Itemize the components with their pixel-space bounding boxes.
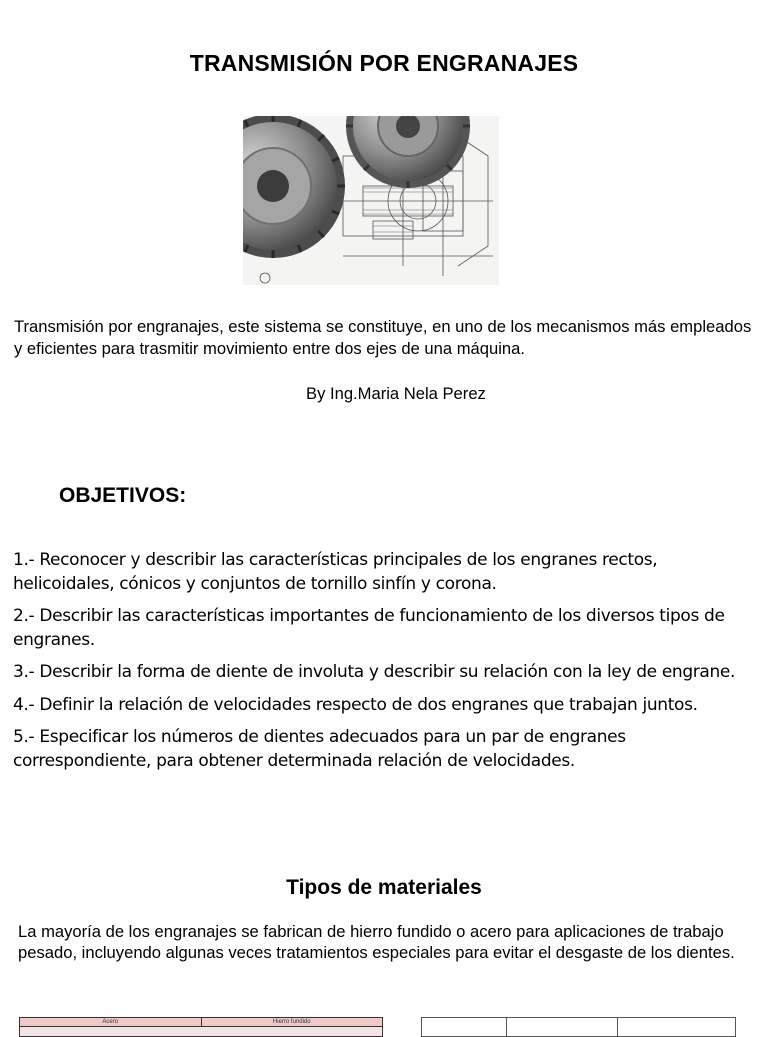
materials-paragraph: La mayoría de los engranajes se fabrican de hierro fundido o acero para aplicaciones de trabajo pesado, incluyendo algunas veces tratamientos especiales para evitar el desgaste de los dientes. bbox=[18, 922, 735, 962]
properties-table bbox=[421, 1017, 736, 1037]
author-line: By Ing.Maria Nela Perez bbox=[306, 384, 486, 403]
objective-item: 4.- Definir la relación de velocidades respecto de dos engranes que trabajan juntos. bbox=[13, 694, 698, 715]
objective-item: 5.- Especificar los números de dientes adecuados para un par de engranes correspondiente, para obtener determinada relación de velocidades. bbox=[13, 727, 626, 771]
objective-item: 2.- Describir las características importantes de funcionamiento de los diversos tipos de engranes. bbox=[13, 606, 725, 650]
materials-heading: Tipos de materiales bbox=[286, 876, 482, 899]
objectives-list bbox=[13, 549, 753, 782]
intro-paragraph: Transmisión por engranajes, este sistema se constituye, en uno de los mecanismos más empleados y eficientes para trasmitir movimiento entre dos ejes de una máquina. bbox=[14, 317, 752, 358]
table-header-row bbox=[20, 1018, 382, 1027]
objective-item: 1.- Reconocer y describir las características principales de los engranes rectos, helicoidales, cónicos y conjuntos de tornillo sinfín y corona. bbox=[13, 550, 658, 594]
table-header-cell: Hierro fundido bbox=[272, 1019, 311, 1025]
objectives-heading: OBJETIVOS: bbox=[59, 484, 187, 507]
table-cell bbox=[507, 1018, 618, 1036]
table-header-cell: Acero bbox=[20, 1018, 202, 1026]
gears-image bbox=[243, 116, 499, 285]
materials-table bbox=[19, 1017, 383, 1037]
table-cell bbox=[618, 1018, 735, 1036]
objective-item: 3.- Describir la forma de diente de involuta y describir su relación con la ley de engrane. bbox=[13, 662, 736, 682]
gears-drawing-icon bbox=[243, 116, 499, 285]
table-cell bbox=[422, 1018, 507, 1036]
document-title: TRANSMISIÓN POR ENGRANAJES bbox=[189, 50, 579, 76]
